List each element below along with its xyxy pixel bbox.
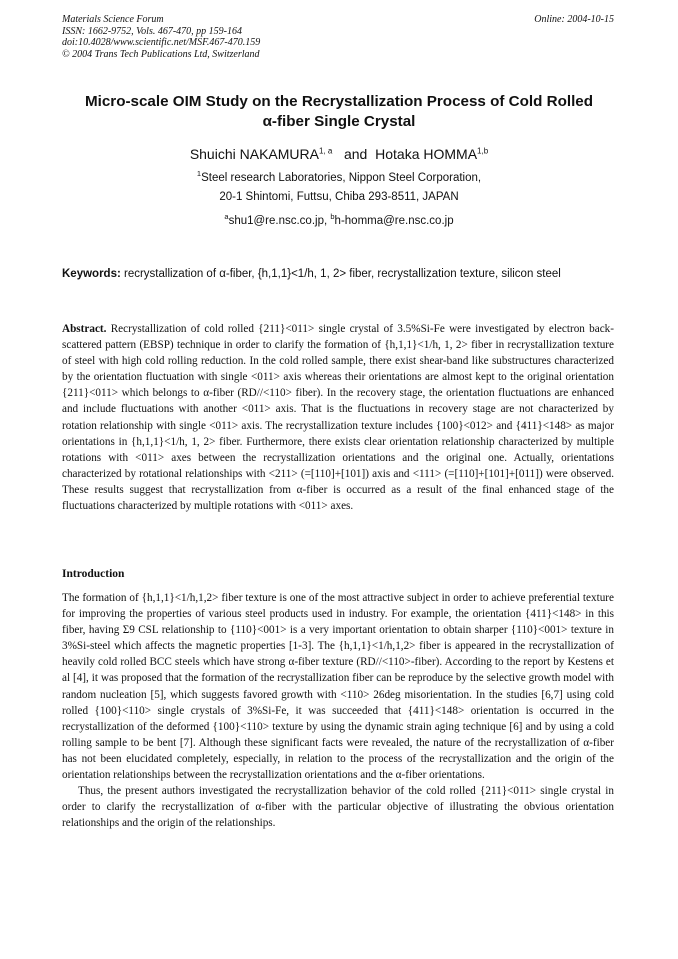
email-marker-a: a	[224, 212, 229, 221]
abstract-label: Abstract.	[62, 323, 107, 335]
copyright-line: © 2004 Trans Tech Publications Ltd, Switzerland	[62, 48, 260, 60]
section-heading-introduction: Introduction	[62, 568, 125, 580]
faded-header-line	[62, 60, 362, 65]
intro-paragraph-2: Thus, the present authors investigated the recrystallization behavior of the cold rolled {211}<011> single crystal in order to clarify the recrystallization of α-fiber with the particular objective of illustrating the obvious orientation relationships and the origin of the relationships.	[62, 785, 614, 830]
email-b: h-homma@re.nsc.co.jp	[334, 214, 454, 227]
email-a: shu1@re.nsc.co.jp,	[228, 214, 331, 227]
online-date: Online: 2004-10-15	[534, 14, 614, 25]
issn-line: ISSN: 1662-9752, Vols. 467-470, pp 159-164	[62, 25, 242, 37]
doi-line: doi:10.4028/www.scientific.net/MSF.467-470.159	[62, 37, 261, 48]
abstract	[62, 321, 614, 514]
keywords	[62, 268, 622, 280]
email-marker-b: b	[330, 212, 335, 221]
affil-org-text: Steel research Laboratories, Nippon Steel Corporation,	[201, 171, 482, 184]
author-1: Shuichi NAKAMURA	[189, 146, 319, 162]
affiliation-address: 20-1 Shintomi, Futtsu, Chiba 293-8511, JAPAN	[219, 191, 459, 203]
keywords-text: recrystallization of α-fiber, {h,1,1}<1/h, 1, 2> fiber, recrystallization texture, silicon steel	[120, 268, 561, 280]
title-line-1: Micro-scale OIM Study on the Recrystallization Process of Cold Rolled	[84, 93, 594, 110]
journal-name: Materials Science Forum	[62, 14, 164, 25]
author-1-affil: 1, a	[318, 146, 333, 156]
title-line-2: α-fiber Single Crystal	[262, 113, 416, 130]
introduction-body	[62, 590, 614, 831]
journal-header	[62, 14, 362, 65]
authors	[0, 146, 678, 162]
affil-marker-1: 1	[196, 169, 202, 178]
authors-and: and	[343, 146, 368, 162]
paper-title	[40, 92, 638, 132]
keywords-label: Keywords:	[62, 268, 121, 280]
intro-paragraph-1: The formation of {h,1,1}<1/h,1,2> fiber texture is one of the most attractive subject in order to achieve preferential texture for improving the properties of various steel products used in industry. For example, the orientation {411}<148> in this fiber, having Σ9 CSL relationship to {110}<001> is a very important orientation to obtain sharper {110}<001> texture in 3%Si-steel which affects the magnetic properties [1-3]. The {h,1,1}<1/h,1,2> fiber is appeared in the recrystallization of heavily cold rolled BCC steels which have strong α-fiber texture (RD//<110>-fiber). According to the report by Kestens et al [4], it was proposed that the formation of the recrystallization fiber can be reproduce by the selective growth model with random nucleation [5], which suggests favored growth with <110> 26deg misorientation. In the studies [6,7] using cold rolled {100}<110> single crystals of 3%Si-Fe, it was succeeded that {411}<148> orientation is occurred in the recrystallization of the deformed {100}<110> texture by using the dynamic strain aging technique [6] and by using a cold rolling sample to be bent [7]. Although these significant facts were revealed, the nature of the recrystallization of α-fiber has not been elucidated completely, especially, in relation to the process of the recrystallization and the origin of the orientation relationships between the recrystallization orientations and the α-fiber orientations.	[62, 592, 614, 782]
abstract-text: Recrystallization of cold rolled {211}<011> single crystal of 3.5%Si-Fe were investigated by electron back-scattered pattern (EBSP) technique in order to clarify the formation of {h,1,1}<1/h, 1, 2> fiber in recrystallization texture of steel with high cold rolling reduction. In the cold rolled sample, there exist shear-band like substructures characterized by the orientation fluctuation with single <011> axis whereas their orientations are almost kept to the original orientation {211}<011> which belongs to α-fiber (RD//<110> fiber). In the recovery stage, the orientation fluctuations are enhanced and include fluctuations with another <011> axis. That is the fluctuations in recovery stage are not characterized by rotation relationship with single <011> axis. The recrystallization texture includes {100}<012> and {411}<148> as major orientations in {h,1,1}<1/h, 1, 2> fiber. Furthermore, there exists clear orientation relationship characterized by multiple rotations with <011> axes between the recrystallization orientations and the original one. Actually, orientations characterized by rotational relationships with <211> (=[110]+[101]) axis and <111> (=[110]+[101]+[011]) were observed. These results suggest that recrystallization from α-fiber is occurred as a result of the final enhanced stage of the fluctuations characterized by multiple rotations with <011> axes.	[62, 323, 614, 513]
affiliation-emails	[0, 212, 678, 227]
author-2: Hotaka HOMMA	[375, 146, 478, 162]
affiliation-org	[0, 169, 678, 184]
author-2-affil: 1,b	[477, 146, 489, 156]
